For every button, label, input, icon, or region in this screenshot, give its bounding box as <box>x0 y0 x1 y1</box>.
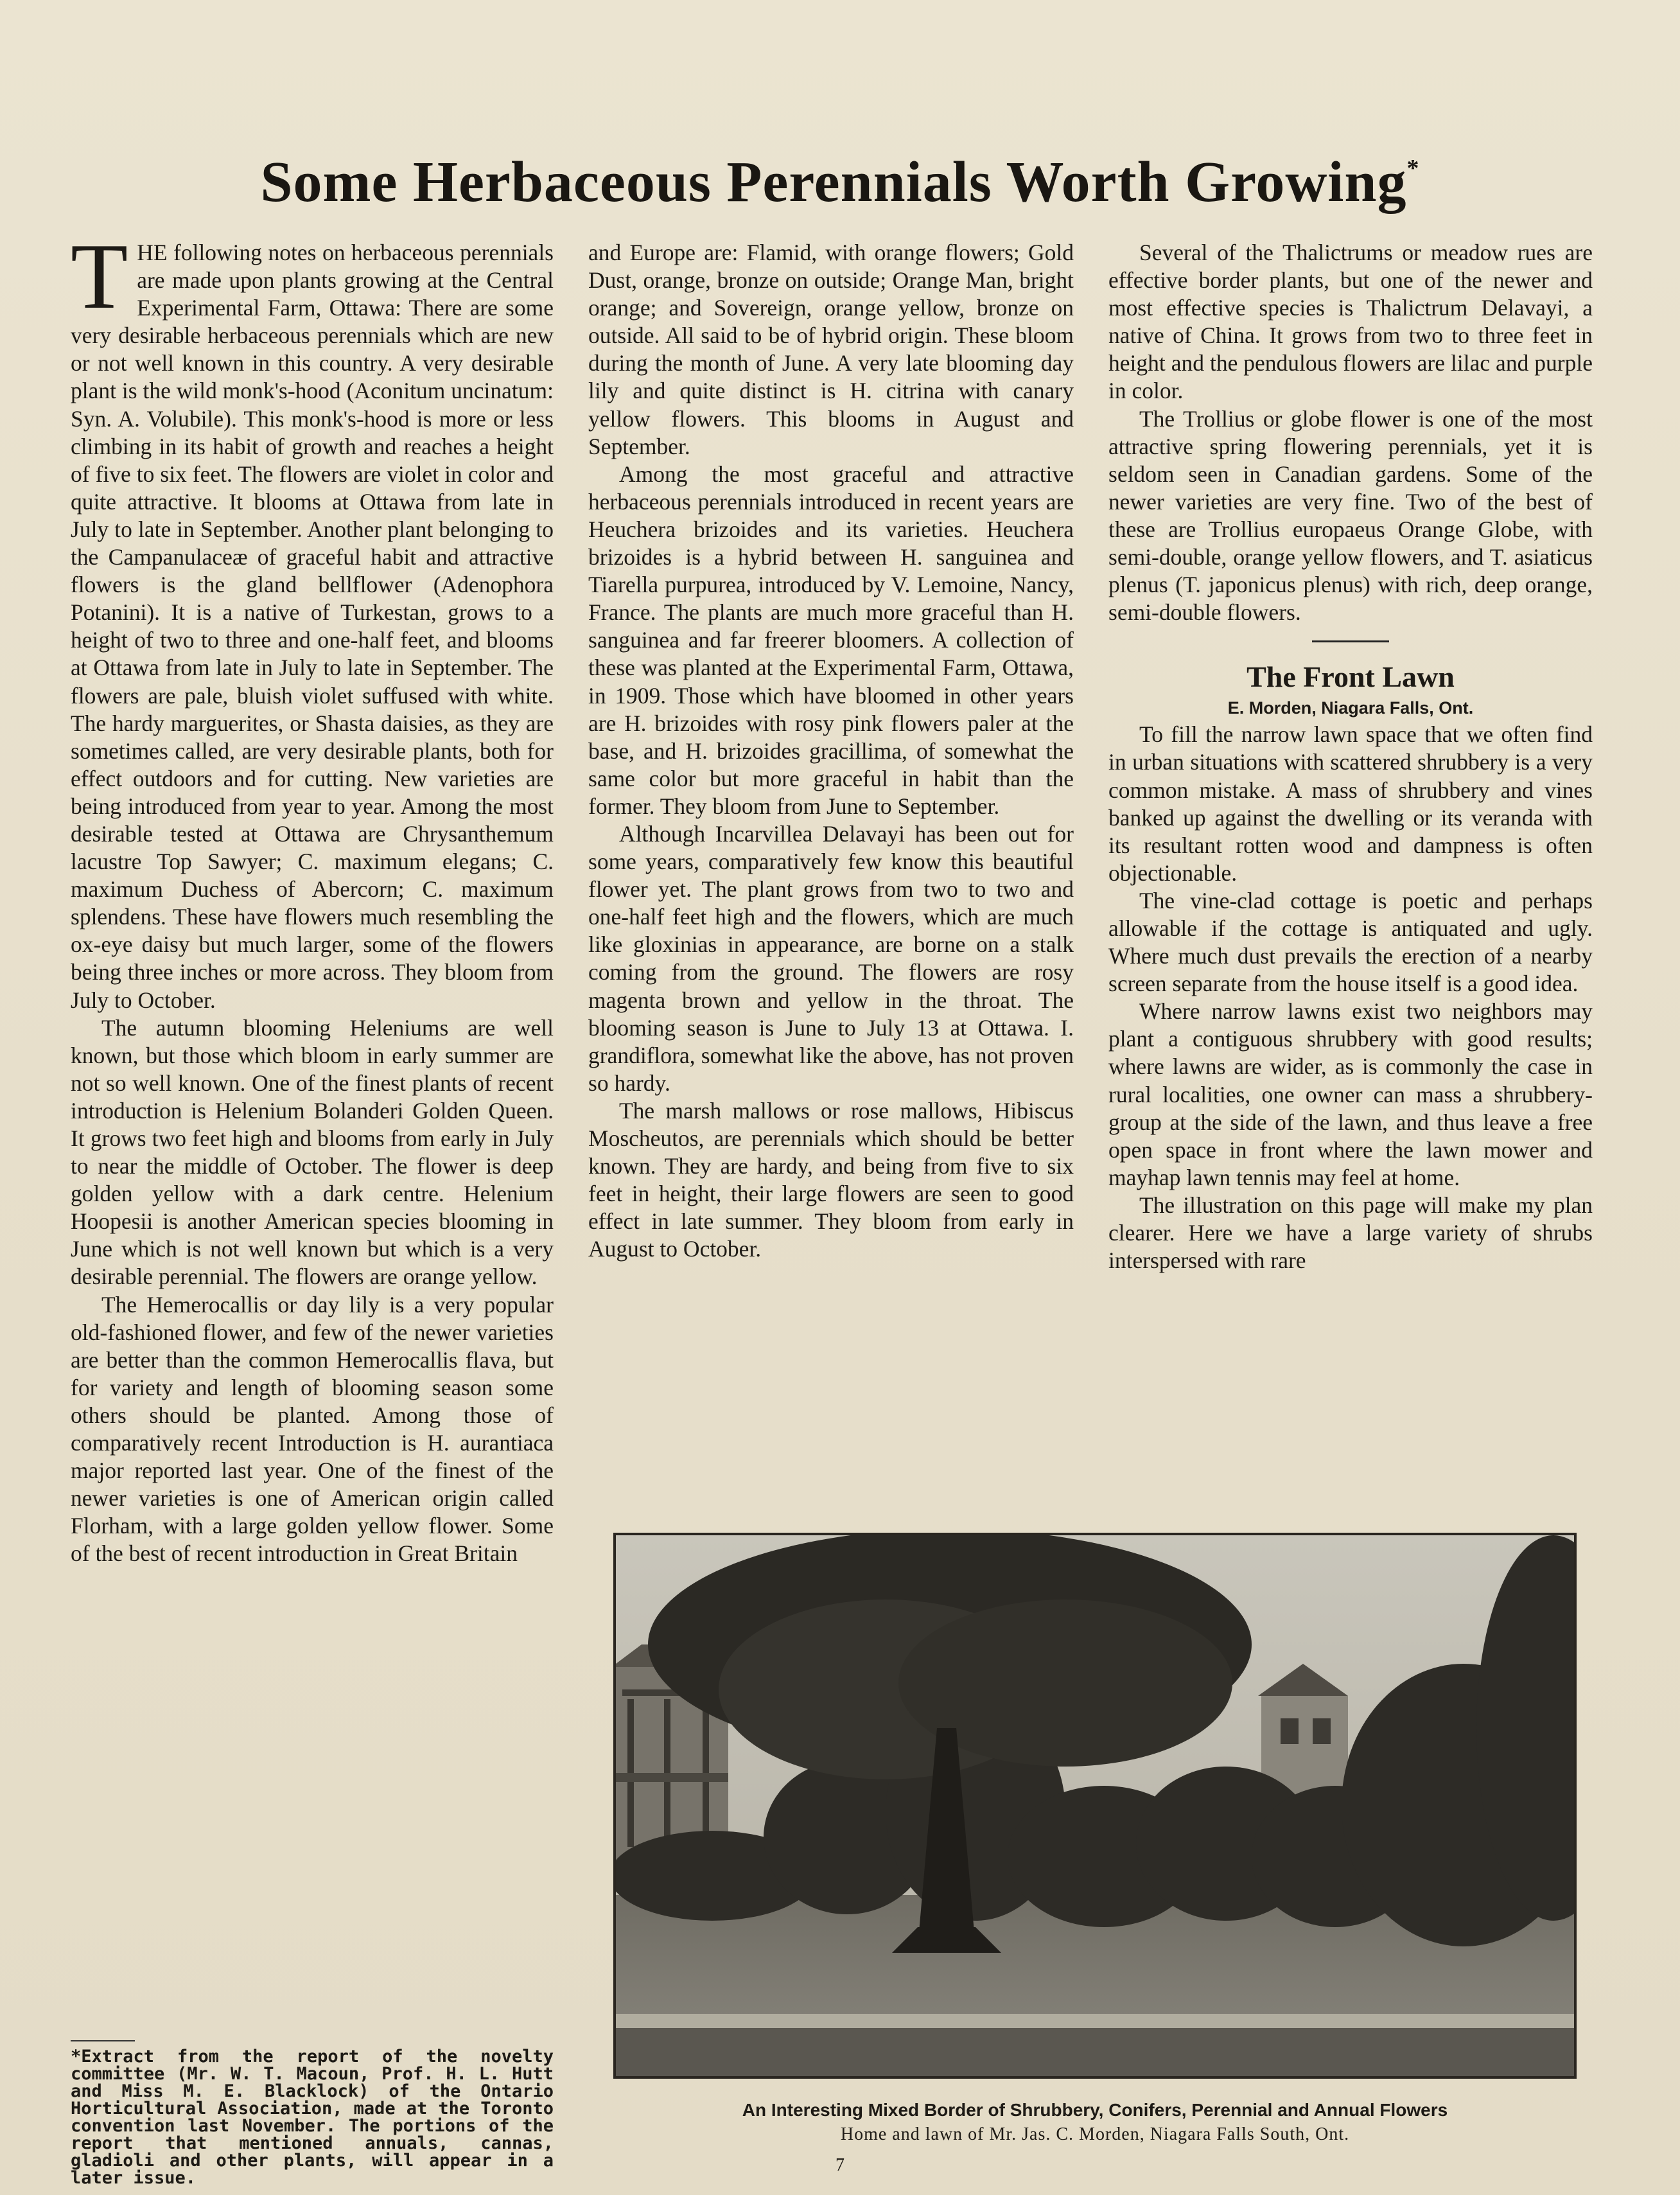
drop-cap: T <box>71 224 128 328</box>
section-heading: The Front Lawn <box>1247 660 1455 694</box>
caption-subtitle: Home and lawn of Mr. Jas. C. Morden, Niagara Falls South, Ont. <box>840 2124 1350 2144</box>
text-column-2 <box>588 239 1074 1263</box>
title-footnote-mark: * <box>1406 155 1420 182</box>
page-number: 7 <box>836 2155 844 2175</box>
text-column-1 <box>71 224 554 1568</box>
paragraph: THE following notes on herbaceous perennials are made upon plants growing at the Central Experimental Farm, Ottawa: There are some very desirable herbaceous perennials which are new or not well known in this country. A very desirable plant is the wild monk's-hood (Aconitum uncinatum: Syn. A. Volubile). This monk's-hood is more or less climbing in its habit of growth and reaches a height of five to six feet. The flowers are violet in color and quite attractive. It blooms at Ottawa from late in July to late in September. Another plant belonging to the Campanulaceæ of graceful habit and attractive flowers is the gland bellflower (Adenophora Potanini). It is a native of Turkestan, grows to a height of two to three and one-half feet, and blooms at Ottawa from late in July to late in September. The flowers are pale, bluish violet suffused with white. The hardy marguerites, or Shasta daisies, as they are sometimes called, are very desirable plants, both for effect outdoors and for cutting. New varieties are being introduced from year to year. Among the most desirable tested at Ottawa are Chrysanthemum lacustre Top Sawyer; C. maximum elegans; C. maximum Duchess of Abercorn; C. maximum splendens. These have flowers much resembling the ox-eye daisy but much larger, some of the flowers being three inches or more across. They bloom from July to October. <box>71 224 554 1013</box>
author-byline: E. Morden, Niagara Falls, Ont. <box>1227 698 1474 718</box>
text-column-3 <box>1108 239 1593 1274</box>
paragraph: Where narrow lawns exist two neighbors may plant a contiguous shrubbery with good results; where lawns are wider, as is commonly the case in rural localities, one owner can mass a shrubbery-group at the side of the lawn, and thus leave a free open space in front where the lawn mower and mayhap lawn tennis may feel at home. <box>1108 998 1593 1190</box>
lawn-photograph <box>613 1533 1577 2079</box>
paragraph: The illustration on this page will make my plan clearer. Here we have a large variety of shrubs interspersed with rare <box>1108 1192 1593 1274</box>
article-title: Some Herbaceous Perennials Worth Growing* <box>260 150 1420 214</box>
paragraph: The marsh mallows or rose mallows, Hibiscus Moscheutos, are perennials which should be better known. They are hardy, and being from five to six feet in height, their large flowers are seen to good effect in late summer. They bloom from early in August to October. <box>588 1097 1074 1262</box>
photo-caption <box>613 2098 1577 2147</box>
footnote-divider <box>71 2040 135 2041</box>
paragraph: and Europe are: Flamid, with orange flowers; Gold Dust, orange, bronze on outside; Orange Man, bright orange; and Sovereign, orange yellow, bronze on outside. All said to be of hybrid origin. These bloom during the month of June. A very late blooming day lily and quite distinct is H. citrina with canary yellow flowers. This blooms in August and September. <box>588 240 1074 459</box>
footnote: *Extract from the report of the novelty committee (Mr. W. T. Macoun, Prof. H. L. Hutt and Miss M. E. Blacklock) of the Ontario Horticultural Association, made at the Toronto convention last November. The portions of the report that mentioned annuals, cannas, gladioli and other plants, will appear in a later issue. <box>71 2047 554 2188</box>
section-divider <box>1312 640 1389 642</box>
paragraph: The autumn blooming Heleniums are well known, but those which bloom in early summer are not so well known. One of the finest plants of recent introduction is Helenium Bolanderi Golden Queen. It grows two feet high and blooms from early in July to near the middle of October. The flower is deep golden yellow with a dark centre. Helenium Hoopesii is another American species blooming in June which is not well known but which is a very desirable perennial. The flowers are orange yellow. <box>71 1014 554 1290</box>
paragraph: Among the most graceful and attractive herbaceous perennials introduced in recent years are Heuchera brizoides and its varieties. Heuchera brizoides is a hybrid between H. sanguinea and Tiarella purpurea, introduced by V. Lemoine, Nancy, France. The plants are much more graceful than H. sanguinea and far freerer bloomers. A collection of these was planted at the Experimental Farm, Ottawa, in 1909. Those which have bloomed in other years are H. brizoides with rosy pink flowers paler at the base, and H. brizoides gracillima, of somewhat the same color but more graceful in habit than the former. They bloom from June to September. <box>588 461 1074 819</box>
paragraph: To fill the narrow lawn space that we often find in urban situations with scattered shrubbery is a very common mistake. A mass of shrubbery and vines banked up against the dwelling or its veranda with its resultant rotten wood and dampness is often objectionable. <box>1108 721 1593 886</box>
paragraph: The Hemerocallis or day lily is a very popular old-fashioned flower, and few of the newer varieties are better than the common Hemerocallis flava, but for variety and length of blooming season some others should be planted. Among those of comparatively recent Introduction is H. aurantiaca major reported last year. One of the finest of the newer varieties is one of American origin called Florham, with a large golden yellow flower. Some of the best of recent introduction in Great Britain <box>71 1291 554 1567</box>
caption-title: An Interesting Mixed Border of Shrubbery, Conifers, Perennial and Annual Flowers <box>742 2100 1448 2120</box>
paragraph: The vine-clad cottage is poetic and perhaps allowable if the cottage is antiquated and ugly. Where much dust prevails the erection of a nearby screen separate from the house itself is a good idea. <box>1108 887 1593 997</box>
paragraph: Although Incarvillea Delavayi has been out for some years, comparatively few know this beautiful flower yet. The plant grows from two to two and one-half feet high and the flowers, which are much like gloxinias in appearance, are borne on a stalk coming from the ground. The flowers are rosy magenta brown and yellow in the throat. The blooming season is June to July 13 at Ottawa. I. grandiflora, somewhat like the above, has not proven so hardy. <box>588 820 1074 1096</box>
paragraph: Several of the Thalictrums or meadow rues are effective border plants, but one of the newer and most effective species is Thalictrum Delavayi, a native of China. It grows from two to three feet in height and the pendulous flowers are lilac and purple in color. <box>1108 240 1593 404</box>
paragraph: The Trollius or globe flower is one of the most attractive spring flowering perennials, yet it is seldom seen in Canadian gardens. Some of the newer varieties are very fine. Two of the best of these are Trollius europaeus Orange Globe, with semi-double, orange yellow flowers, and T. asiaticus plenus (T. japonicus plenus) with rich, deep orange, semi-double flowers. <box>1108 405 1593 626</box>
